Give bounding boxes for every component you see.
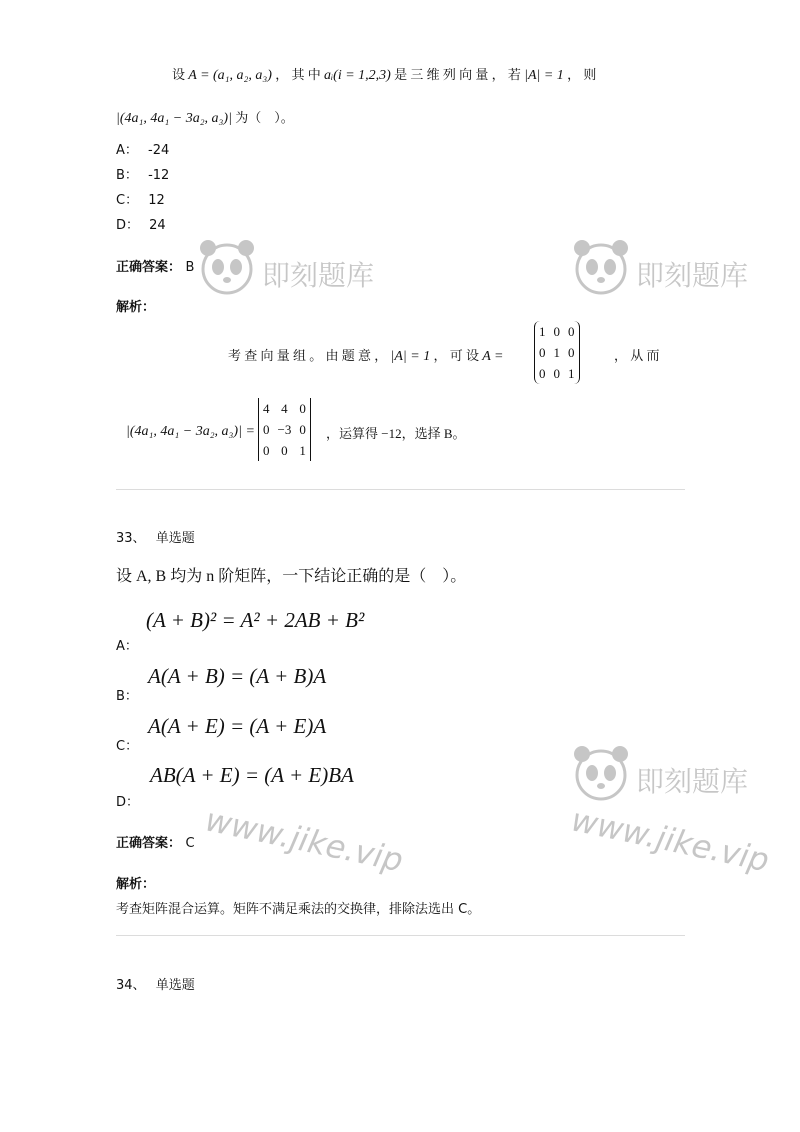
option-label: A： (116, 639, 138, 654)
watermark-brand: 即刻题库 (636, 259, 749, 292)
analysis-text2: ， 可 设 (433, 348, 479, 363)
matrix-cell: 4 (281, 400, 288, 416)
q32-option-d[interactable] (116, 214, 166, 233)
result-determinant (258, 398, 311, 461)
q32-expr-ai: aᵢ(i = 1,2,3) (323, 68, 391, 83)
option-label: D： (116, 218, 140, 233)
q32-expr-det2: |(4a₁, 4a₁ − 3a₂, a₃)| (116, 111, 232, 126)
analysis-text1: 考 查 向 量 组 。 由 题 意 ， (228, 348, 388, 363)
option-label: B： (116, 689, 138, 704)
matrix-cell: 1 (299, 442, 306, 458)
matrix-cell: 4 (263, 400, 270, 416)
answer-value: C (185, 836, 195, 851)
question-type: 单选题 (155, 531, 195, 546)
matrix-cell: 0 (299, 400, 306, 416)
q32-stem-mid1: ， 其 中 (275, 67, 321, 82)
q32-option-a[interactable] (116, 139, 169, 158)
matrix-cell: 0 (553, 323, 560, 339)
question-divider (116, 935, 685, 936)
q33-option-d[interactable] (116, 791, 139, 810)
matrix-cell: 1 (553, 344, 560, 360)
q33-header (116, 527, 195, 546)
option-value: -24 (148, 143, 170, 158)
question-number: 33、 (116, 531, 146, 546)
option-value: 12 (148, 193, 165, 208)
analysis-expr-a: A = (482, 349, 504, 364)
q32-stem-prefix: 设 (172, 67, 186, 82)
watermark (570, 236, 749, 302)
q33-stem: 设 A, B 均为 n 阶矩阵，一下结论正确的是（ ）。 (116, 568, 467, 585)
answer-value: B (185, 260, 195, 275)
q33-answer (116, 832, 195, 851)
q32-analysis-line1 (228, 345, 503, 365)
option-label: A： (116, 143, 138, 158)
q32-stem-mid2: 是 三 维 列 向 量 ， 若 (394, 67, 521, 82)
matrix-cell: 0 (263, 421, 270, 437)
q33-formula-b: A(A + B) = (A + B)A (148, 664, 327, 688)
q33-formula-a: (A + B)² = A² + 2AB + B² (146, 608, 365, 632)
option-label: D： (116, 795, 140, 810)
q33-option-a[interactable] (116, 635, 138, 654)
option-value: 24 (149, 218, 166, 233)
matrix-cell: 1 (539, 323, 546, 339)
watermark (570, 742, 749, 808)
option-value: -12 (148, 168, 170, 183)
q34-header (116, 974, 195, 993)
q32-expr-a: A = (a₁, a₂, a₃) (188, 68, 272, 83)
analysis-expr2 (126, 423, 255, 440)
matrix-cell: 1 (568, 365, 575, 381)
option-label: B： (116, 168, 138, 183)
q32-stem-suffix: ， 则 (567, 67, 597, 82)
q32-stem-line1 (172, 64, 596, 84)
watermark-brand: 即刻题库 (262, 259, 375, 292)
analysis-result-text: ，运算得 −12，选择 B。 (326, 426, 466, 441)
watermark-brand: 即刻题库 (636, 765, 749, 798)
analysis-text3: ， 从 而 (614, 348, 660, 363)
matrix-cell: 0 (568, 323, 575, 339)
matrix-cell: 0 (553, 365, 560, 381)
q33-option-b[interactable] (116, 685, 138, 704)
panda-icon (570, 742, 632, 804)
q33-analysis-label: 解析： (116, 877, 156, 892)
q33-formula-c: A(A + E) = (A + E)A (148, 714, 327, 738)
answer-label: 正确答案： (116, 836, 182, 851)
panda-icon (196, 236, 258, 298)
q33-option-c[interactable] (116, 735, 138, 754)
q32-expr-det: |A| = 1 (524, 68, 564, 83)
matrix-cell: 0 (281, 442, 288, 458)
q33-analysis-text: 考查矩阵混合运算。矩阵不满足乘法的交换律，排除法选出 C。 (116, 902, 481, 917)
option-label: C： (116, 193, 139, 208)
analysis-expr-det2: |(4a₁, 4a₁ − 3a₂, a₃)| = (126, 424, 255, 439)
matrix-cell: −3 (277, 421, 292, 437)
watermark-url: www.jike.vip (202, 800, 407, 880)
matrix-cell: 0 (299, 421, 306, 437)
matrix-cell: 0 (539, 344, 546, 360)
watermark (196, 236, 375, 302)
q32-option-c[interactable] (116, 189, 165, 208)
q33-formula-d: AB(A + E) = (A + E)BA (150, 763, 354, 787)
analysis-expr-det: |A| = 1 (390, 349, 431, 364)
matrix-cell: 0 (263, 442, 270, 458)
question-divider (116, 489, 685, 490)
q32-stem-suffix2: 为（ ）。 (235, 110, 294, 125)
q32-analysis-label: 解析： (116, 300, 156, 315)
watermark (568, 800, 773, 880)
q32-stem-line2 (116, 107, 294, 127)
matrix-cell: 0 (539, 365, 546, 381)
q32-option-b[interactable] (116, 164, 169, 183)
watermark-url: www.jike.vip (568, 800, 773, 880)
option-label: C： (116, 739, 139, 754)
answer-label: 正确答案： (116, 260, 182, 275)
identity-matrix (534, 321, 580, 384)
panda-icon (570, 236, 632, 298)
question-number: 34、 (116, 978, 146, 993)
q32-answer (116, 256, 194, 275)
watermark (202, 800, 407, 880)
matrix-cell: 0 (568, 344, 575, 360)
question-type: 单选题 (155, 978, 195, 993)
